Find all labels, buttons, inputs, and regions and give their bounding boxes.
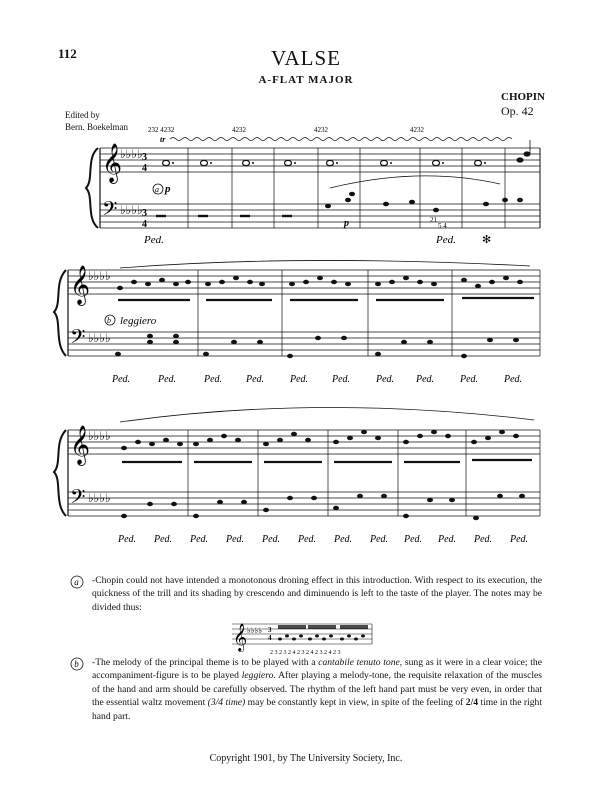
svg-text:♭♭♭♭: ♭♭♭♭	[88, 429, 111, 443]
pedal-mark: Ped.	[290, 374, 309, 385]
pedal-mark: Ped.	[262, 534, 281, 545]
pedal-mark: Ped.	[204, 374, 223, 385]
dynamic-p: p	[165, 183, 171, 195]
footnote-b-emphasis: 2/4	[465, 697, 479, 709]
footnote-b-emphasis: (3/4 time)	[207, 697, 246, 709]
editor-line-1: Edited by	[65, 110, 100, 120]
pedal-mark: Ped.	[154, 534, 173, 545]
footnote-b-part: time in the right hand part.	[92, 697, 543, 722]
svg-text:♭♭♭♭: ♭♭♭♭	[88, 269, 111, 283]
key-signature-bass: ♭♭♭♭	[120, 203, 143, 217]
treble-clef-icon-example: 𝄞	[233, 625, 248, 651]
pedal-mark: Ped.	[510, 534, 529, 545]
pedal-mark: Ped.	[190, 534, 209, 545]
pedal-mark: Ped.	[376, 374, 395, 385]
music-system-3	[0, 400, 612, 550]
footnote-b-part: may be constantly kept in view, in spite of the feeling of	[245, 697, 466, 709]
pedal-mark-2: Ped.	[436, 234, 456, 246]
pedal-mark: Ped.	[144, 234, 164, 246]
svg-text:3: 3	[268, 626, 272, 634]
pedal-mark: Ped.	[158, 374, 177, 385]
bass-clef-icon-2: 𝄢	[70, 327, 86, 353]
expression-leggiero: leggiero	[120, 315, 157, 327]
pedal-mark: Ped.	[246, 374, 265, 385]
svg-text:5 4: 5 4	[438, 222, 447, 230]
music-system-2	[0, 258, 612, 388]
footnote-b-part: , sung as it were in a clear voice; the accompaniment-figure is to be played	[92, 657, 542, 682]
fingering-2: 4232	[232, 126, 246, 134]
fingering-1: 232 4232	[148, 126, 175, 134]
footnote-b-emphasis: leggiero	[241, 670, 274, 682]
footnote-marker-a: a	[155, 185, 159, 194]
fingering-3: 4232	[314, 126, 328, 134]
bass-clef-icon: 𝄢	[102, 199, 118, 225]
trill-mark: tr	[160, 135, 166, 144]
svg-text:♭♭♭♭: ♭♭♭♭	[247, 626, 263, 635]
footnote-a-letter: a	[74, 577, 79, 587]
fingering-4: 4232	[410, 126, 424, 134]
footnote-b-text	[92, 656, 542, 723]
footnote-b-letter: b	[74, 659, 79, 669]
footnote-b-marker	[70, 657, 88, 676]
footnote-b-part: -The melody of the principal theme is to be played with a	[92, 657, 319, 668]
page-title: VALSE	[271, 46, 341, 70]
pedal-mark: Ped.	[332, 374, 351, 385]
bass-clef-icon-3: 𝄢	[70, 487, 86, 513]
composer-name: CHOPIN	[501, 91, 545, 103]
pedal-mark: Ped.	[416, 374, 435, 385]
svg-text:♭♭♭♭: ♭♭♭♭	[88, 491, 111, 505]
footnote-a-marker	[70, 575, 88, 594]
pedal-mark: Ped.	[474, 534, 493, 545]
footnote-a-text: -Chopin could not have intended a monotonous droning effect in this introduction. With respect to its execution, the quickness of the trill and its shading by crescendo and diminuendo is left to the taste of the player. The notes may be divided thus:	[92, 575, 542, 613]
lh-dynamic-p: p	[344, 218, 349, 229]
key-signature: ♭♭♭♭	[120, 147, 143, 161]
svg-text:21: 21	[430, 216, 437, 224]
pedal-mark: Ped.	[226, 534, 245, 545]
pedal-mark: Ped.	[460, 374, 479, 385]
pedal-release-icon: ✻	[482, 234, 492, 246]
pedal-mark: Ped.	[298, 534, 317, 545]
pedal-mark: Ped.	[334, 534, 353, 545]
example-fingering: 2 3 2 3 2 4 2 3 2 4 2 3 2 4 2 3	[270, 650, 341, 656]
pedal-mark: Ped.	[438, 534, 457, 545]
music-system-1	[0, 118, 612, 248]
copyright-notice: Copyright 1901, by The University Society, Inc.	[209, 753, 403, 764]
footnote-b-part: . After playing a melody-tone, the requisite relaxation of the muscles of the hand and arm should be carefully observed. The rhythm of the left hand part must be very even, in order that the essential waltz movement	[92, 670, 542, 709]
svg-text:4: 4	[142, 219, 147, 230]
page-number: 112	[58, 46, 77, 61]
svg-text:4: 4	[142, 163, 147, 174]
opus-number: Op. 42	[501, 104, 534, 118]
treble-clef-icon-2: 𝄞	[70, 267, 91, 304]
music-example	[232, 618, 382, 658]
time-signature: 3	[142, 152, 147, 163]
pedal-mark: Ped.	[504, 374, 523, 385]
footnote-b-emphasis: cantabile tenuto tone	[318, 657, 400, 668]
svg-text:4: 4	[268, 634, 272, 642]
treble-clef-icon-3: 𝄞	[70, 427, 91, 464]
svg-text:♭♭♭♭: ♭♭♭♭	[88, 331, 111, 345]
pedal-mark: Ped.	[404, 534, 423, 545]
svg-text:3: 3	[142, 208, 147, 219]
pedal-mark: Ped.	[118, 534, 137, 545]
editor-line-2: Bern. Boekelman	[65, 122, 128, 132]
pedal-mark: Ped.	[370, 534, 389, 545]
treble-clef-icon: 𝄞	[102, 145, 123, 182]
pedal-mark: Ped.	[112, 374, 131, 385]
page-subtitle: A-FLAT MAJOR	[258, 74, 354, 86]
footnote-marker-b: b	[107, 316, 111, 325]
